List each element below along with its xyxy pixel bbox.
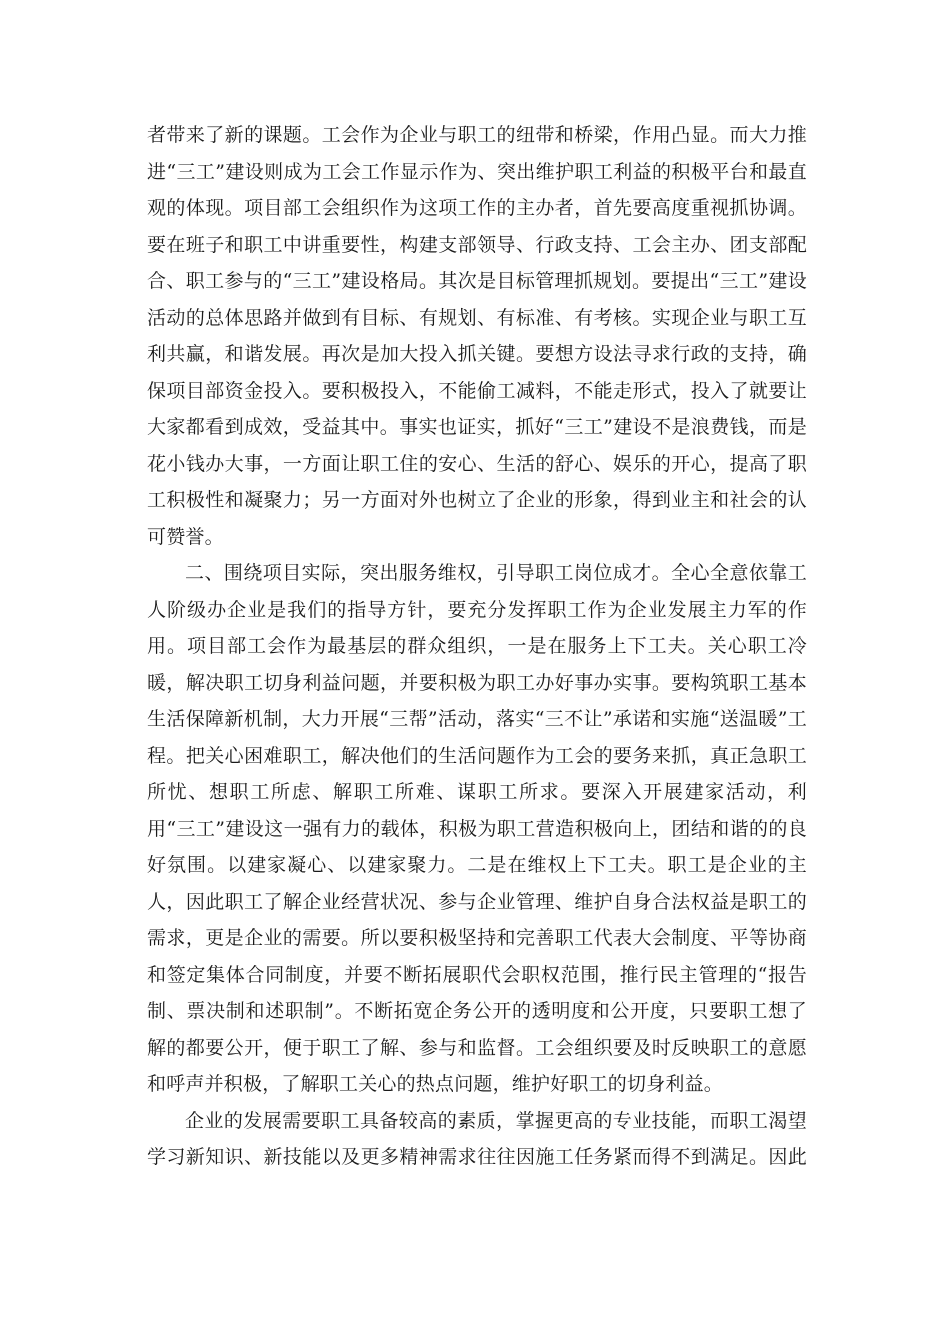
text-line: 和呼声并积极，了解职工关心的热点问题，维护好职工的切身利益。 xyxy=(147,1073,724,1095)
text-line: 用“三工”建设这一强有力的载体，积极为职工营造积极向上，团结和谐的的良 xyxy=(147,817,807,840)
text-line: 观的体现。项目部工会组织作为这项工作的主办者，首先要高度重视抓协调。 xyxy=(147,197,807,219)
text-line: 制、票决制和述职制”。不断拓宽企务公开的透明度和公开度，只要职工想了 xyxy=(147,1000,807,1022)
paragraph xyxy=(147,117,807,555)
text-line: 解的都要公开，便于职工了解、参与和监督。工会组织要及时反映职工的意愿 xyxy=(147,1036,807,1059)
text-line: 人阶级办企业是我们的指导方针，要充分发挥职工作为企业发展主力军的作 xyxy=(147,598,807,621)
text-line: 保项目部资金投入。要积极投入，不能偷工减料，不能走形式，投入了就要让 xyxy=(147,379,807,402)
text-line: 进“三工”建设则成为工会工作显示作为、突出维护职工利益的积极平台和最直 xyxy=(147,160,807,183)
text-line: 暖，解决职工切身利益问题，并要积极为职工办好事办实事。要构筑职工基本 xyxy=(147,671,807,694)
text-line: 和签定集体合同制度，并要不断拓展职代会职权范围，推行民主管理的“报告 xyxy=(147,963,807,986)
text-line: 生活保障新机制，大力开展“三帮”活动，落实“三不让”承诺和实施“送温暖”工 xyxy=(147,708,807,730)
text-line: 利共赢，和谐发展。再次是加大投入抓关键。要想方设法寻求行政的支持，确 xyxy=(147,343,807,365)
text-line: 用。项目部工会作为最基层的群众组织，一是在服务上下工夫。关心职工冷 xyxy=(147,635,807,657)
text-line: 可赞誉。 xyxy=(147,525,224,548)
text-line: 花小钱办大事，一方面让职工住的安心、生活的舒心、娱乐的开心，提高了职 xyxy=(147,452,807,475)
text-line: 二、围绕项目实际，突出服务维权，引导职工岗位成才。全心全意依靠工 xyxy=(185,562,807,584)
text-line: 活动的总体思路并做到有目标、有规划、有标准、有考核。实现企业与职工互 xyxy=(147,306,807,329)
text-line: 所忧、想职工所虑、解职工所难、谋职工所求。要深入开展建家活动，利 xyxy=(147,781,807,803)
text-line: 大家都看到成效，受益其中。事实也证实，抓好“三工”建设不是浪费钱，而是 xyxy=(147,416,807,438)
text-line: 企业的发展需要职工具备较高的素质，掌握更高的专业技能，而职工渴望 xyxy=(185,1109,807,1132)
document-body xyxy=(147,117,807,1176)
text-line: 者带来了新的课题。工会作为企业与职工的纽带和桥梁，作用凸显。而大力推 xyxy=(147,124,807,146)
text-line: 需求，更是企业的需要。所以要积极坚持和完善职工代表大会制度、平等协商 xyxy=(147,927,807,949)
paragraph xyxy=(147,555,807,1103)
text-line: 学习新知识、新技能以及更多精神需求往往因施工任务紧而得不到满足。因此 xyxy=(147,1146,807,1168)
text-line: 好氛围。以建家凝心、以建家聚力。二是在维权上下工夫。职工是企业的主 xyxy=(147,854,807,876)
paragraph xyxy=(147,1103,807,1176)
text-line: 人，因此职工了解企业经营状况、参与企业管理、维护自身合法权益是职工的 xyxy=(147,890,807,913)
text-line: 程。把关心困难职工，解决他们的生活问题作为工会的要务来抓，真正急职工 xyxy=(147,744,807,767)
text-line: 要在班子和职工中讲重要性，构建支部领导、行政支持、工会主办、团支部配 xyxy=(147,233,807,256)
text-line: 合、职工参与的“三工”建设格局。其次是目标管理抓规划。要提出“三工”建设 xyxy=(147,270,807,292)
text-line: 工积极性和凝聚力；另一方面对外也树立了企业的形象，得到业主和社会的认 xyxy=(147,489,807,511)
